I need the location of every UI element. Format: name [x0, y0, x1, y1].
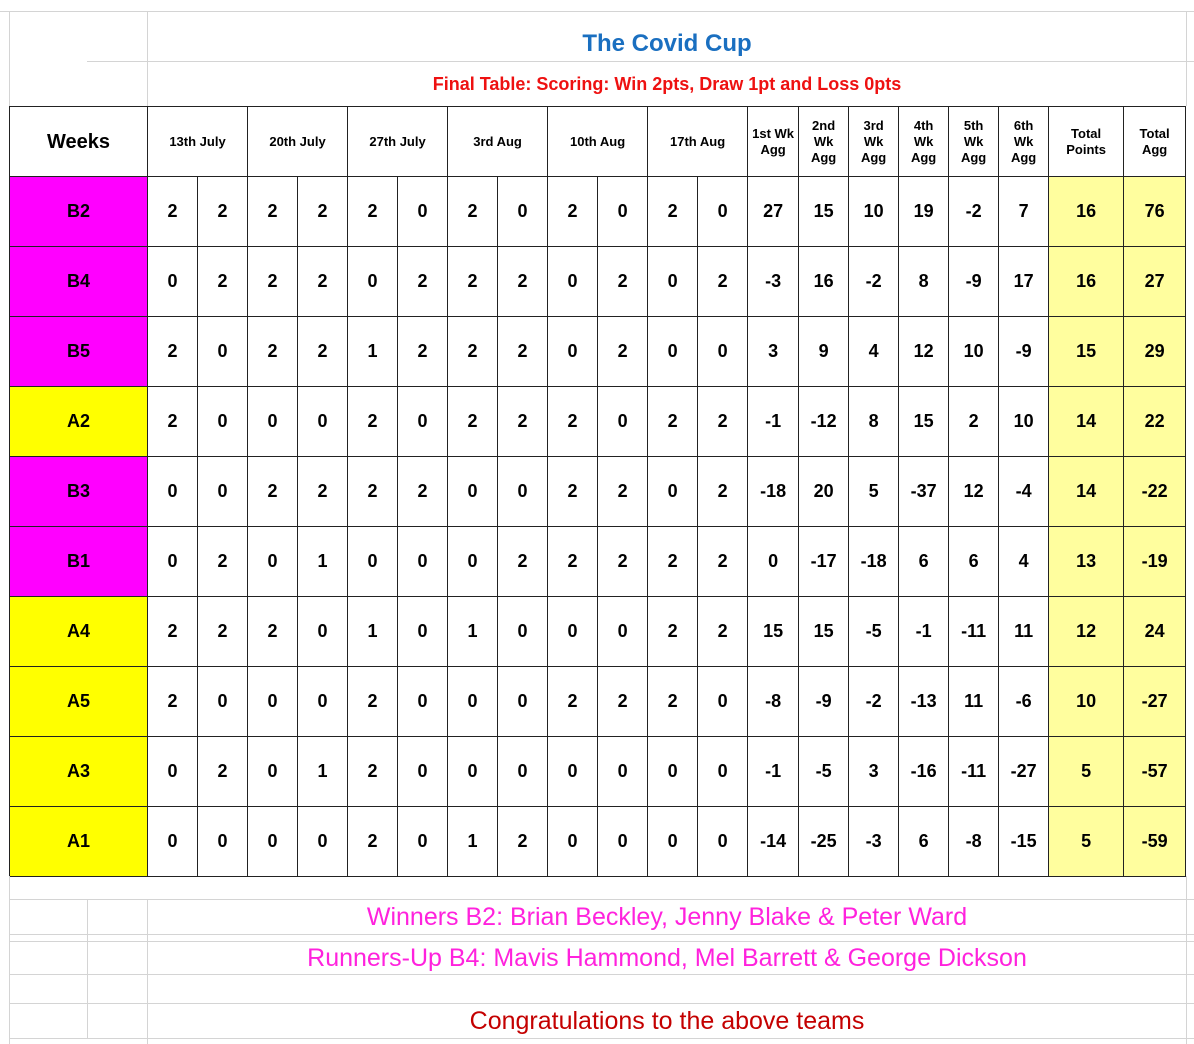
agg-header [849, 107, 899, 177]
score-cell: 0 [448, 737, 498, 807]
agg-cell: -4 [999, 457, 1049, 527]
agg-header [949, 107, 999, 177]
grid-line [9, 1038, 1194, 1039]
agg-cell: -18 [849, 527, 899, 597]
agg-cell: 10 [999, 387, 1049, 457]
congratulations-text: Congratulations to the above teams [469, 1007, 865, 1035]
agg-cell: -8 [949, 807, 999, 877]
score-cell: 0 [248, 527, 298, 597]
table-row [10, 177, 1186, 247]
score-cell: 2 [448, 317, 498, 387]
agg-cell: -9 [949, 247, 999, 317]
total-points-cell: 5 [1049, 807, 1124, 877]
agg-header-label: 4th Wk Agg [910, 117, 937, 165]
score-cell: 0 [198, 667, 248, 737]
agg-cell: 4 [849, 317, 899, 387]
team-cell: B3 [10, 457, 148, 527]
score-cell: 0 [598, 387, 648, 457]
table-row [10, 667, 1186, 737]
score-cell: 2 [148, 667, 198, 737]
score-cell: 2 [498, 317, 548, 387]
grid-line [9, 876, 10, 1044]
total-points-cell: 15 [1049, 317, 1124, 387]
total-points-cell: 16 [1049, 177, 1124, 247]
agg-cell: 4 [999, 527, 1049, 597]
total-points-header [1049, 107, 1124, 177]
table-row [10, 597, 1186, 667]
score-cell: 2 [248, 457, 298, 527]
score-cell: 2 [348, 457, 398, 527]
score-cell: 0 [398, 387, 448, 457]
total-agg-cell: 22 [1124, 387, 1186, 457]
score-cell: 0 [598, 807, 648, 877]
grid-line [9, 974, 1194, 975]
score-cell: 2 [398, 457, 448, 527]
agg-cell: 6 [899, 807, 949, 877]
score-cell: 2 [548, 387, 598, 457]
score-cell: 0 [548, 317, 598, 387]
score-cell: 2 [698, 387, 748, 457]
score-cell: 2 [298, 177, 348, 247]
score-cell: 2 [648, 387, 698, 457]
score-cell: 1 [348, 597, 398, 667]
score-cell: 0 [248, 737, 298, 807]
grid-line [9, 11, 10, 106]
grid-line [9, 1003, 1194, 1004]
score-cell: 0 [248, 807, 298, 877]
score-cell: 2 [548, 667, 598, 737]
score-cell: 0 [448, 667, 498, 737]
score-cell: 0 [448, 527, 498, 597]
score-cell: 2 [348, 667, 398, 737]
score-cell: 2 [148, 177, 198, 247]
score-cell: 0 [498, 667, 548, 737]
agg-cell: -37 [899, 457, 949, 527]
agg-header-label: 3rd Wk Agg [860, 117, 887, 165]
score-cell: 0 [598, 177, 648, 247]
team-cell: B1 [10, 527, 148, 597]
score-cell: 0 [398, 597, 448, 667]
agg-cell: -5 [849, 597, 899, 667]
score-cell: 0 [198, 317, 248, 387]
table-row [10, 457, 1186, 527]
score-cell: 2 [698, 457, 748, 527]
agg-cell: 10 [949, 317, 999, 387]
score-cell: 2 [598, 247, 648, 317]
score-cell: 0 [398, 667, 448, 737]
winners-text: Winners B2: Brian Beckley, Jenny Blake & Peter Ward [366, 903, 968, 931]
agg-cell: -16 [899, 737, 949, 807]
score-cell: 0 [648, 317, 698, 387]
score-cell: 2 [698, 597, 748, 667]
score-cell: 2 [148, 387, 198, 457]
score-cell: 2 [348, 387, 398, 457]
table-row [10, 247, 1186, 317]
agg-cell: -6 [999, 667, 1049, 737]
agg-cell: 19 [899, 177, 949, 247]
score-cell: 0 [398, 177, 448, 247]
score-cell: 2 [448, 177, 498, 247]
score-cell: 2 [198, 247, 248, 317]
score-cell: 0 [398, 737, 448, 807]
agg-header-label: 6th Wk Agg [1010, 117, 1037, 165]
total-agg-cell: -22 [1124, 457, 1186, 527]
agg-cell: 8 [899, 247, 949, 317]
team-cell: A5 [10, 667, 148, 737]
agg-cell: 15 [748, 597, 799, 667]
page-subtitle: Final Table: Scoring: Win 2pts, Draw 1pt and Loss 0pts [432, 74, 902, 94]
agg-cell: -18 [748, 457, 799, 527]
score-cell: 2 [648, 177, 698, 247]
agg-cell: 3 [849, 737, 899, 807]
grid-line [87, 899, 88, 1039]
score-cell: 0 [498, 457, 548, 527]
agg-cell: 10 [849, 177, 899, 247]
agg-cell: -12 [799, 387, 849, 457]
team-cell: B5 [10, 317, 148, 387]
score-cell: 0 [148, 247, 198, 317]
score-cell: 0 [198, 387, 248, 457]
score-cell: 1 [448, 807, 498, 877]
agg-cell: -9 [799, 667, 849, 737]
total-agg-cell: 27 [1124, 247, 1186, 317]
score-cell: 2 [498, 527, 548, 597]
agg-cell: -3 [849, 807, 899, 877]
week-header: 3rd Aug [448, 107, 548, 177]
header-row [10, 107, 1186, 177]
score-cell: 0 [698, 667, 748, 737]
score-cell: 0 [198, 807, 248, 877]
score-cell: 1 [298, 527, 348, 597]
score-cell: 0 [148, 527, 198, 597]
score-cell: 2 [348, 807, 398, 877]
total-points-cell: 16 [1049, 247, 1124, 317]
total-points-cell: 14 [1049, 457, 1124, 527]
agg-cell: -15 [999, 807, 1049, 877]
score-cell: 2 [348, 177, 398, 247]
score-cell: 0 [548, 737, 598, 807]
agg-cell: 12 [949, 457, 999, 527]
agg-cell: 27 [748, 177, 799, 247]
score-cell: 2 [298, 247, 348, 317]
score-cell: 2 [198, 177, 248, 247]
score-cell: 2 [148, 317, 198, 387]
score-cell: 0 [398, 527, 448, 597]
agg-cell: 6 [949, 527, 999, 597]
score-cell: 2 [248, 597, 298, 667]
agg-cell: 2 [949, 387, 999, 457]
score-cell: 2 [598, 317, 648, 387]
table-row [10, 737, 1186, 807]
score-cell: 0 [548, 247, 598, 317]
score-cell: 2 [498, 807, 548, 877]
agg-cell: -8 [748, 667, 799, 737]
total-points-cell: 10 [1049, 667, 1124, 737]
score-cell: 2 [148, 597, 198, 667]
table-row [10, 807, 1186, 877]
total-agg-cell: 24 [1124, 597, 1186, 667]
team-cell: B4 [10, 247, 148, 317]
agg-cell: -5 [799, 737, 849, 807]
agg-cell: -13 [899, 667, 949, 737]
score-cell: 0 [448, 457, 498, 527]
table-row [10, 387, 1186, 457]
score-cell: 0 [648, 807, 698, 877]
total-points-cell: 14 [1049, 387, 1124, 457]
grid-line [0, 11, 1194, 12]
score-cell: 0 [598, 597, 648, 667]
score-cell: 0 [298, 597, 348, 667]
score-cell: 2 [648, 667, 698, 737]
grid-line [87, 61, 1194, 62]
team-cell: B2 [10, 177, 148, 247]
score-cell: 2 [598, 667, 648, 737]
score-cell: 2 [448, 387, 498, 457]
score-cell: 2 [598, 457, 648, 527]
score-cell: 0 [148, 737, 198, 807]
agg-cell: 12 [899, 317, 949, 387]
score-cell: 0 [648, 457, 698, 527]
agg-cell: 20 [799, 457, 849, 527]
total-points-cell: 13 [1049, 527, 1124, 597]
grid-line [9, 941, 1194, 942]
agg-cell: -17 [799, 527, 849, 597]
team-cell: A3 [10, 737, 148, 807]
score-cell: 0 [498, 737, 548, 807]
week-header: 20th July [248, 107, 348, 177]
score-cell: 2 [648, 597, 698, 667]
score-cell: 1 [348, 317, 398, 387]
score-cell: 0 [648, 247, 698, 317]
agg-cell: -11 [949, 597, 999, 667]
total-points-label: Total Points [1066, 125, 1106, 157]
week-header: 13th July [148, 107, 248, 177]
total-agg-cell: -57 [1124, 737, 1186, 807]
agg-cell: -2 [849, 667, 899, 737]
score-cell: 2 [198, 597, 248, 667]
score-cell: 0 [498, 597, 548, 667]
agg-cell: 17 [999, 247, 1049, 317]
score-cell: 2 [298, 317, 348, 387]
total-agg-cell: 76 [1124, 177, 1186, 247]
score-cell: 2 [548, 177, 598, 247]
weeks-header: Weeks [10, 107, 148, 177]
score-cell: 0 [398, 807, 448, 877]
total-points-cell: 12 [1049, 597, 1124, 667]
total-points-cell: 5 [1049, 737, 1124, 807]
total-agg-cell: -19 [1124, 527, 1186, 597]
score-cell: 0 [348, 247, 398, 317]
score-cell: 0 [498, 177, 548, 247]
team-cell: A1 [10, 807, 148, 877]
score-cell: 2 [348, 737, 398, 807]
score-cell: 0 [148, 457, 198, 527]
score-cell: 2 [498, 247, 548, 317]
score-cell: 2 [198, 527, 248, 597]
score-cell: 2 [248, 317, 298, 387]
score-cell: 2 [248, 247, 298, 317]
score-cell: 2 [698, 527, 748, 597]
agg-header [899, 107, 949, 177]
score-cell: 0 [248, 667, 298, 737]
grid-line [9, 934, 1194, 935]
score-cell: 0 [198, 457, 248, 527]
total-agg-cell: -59 [1124, 807, 1186, 877]
score-cell: 2 [548, 457, 598, 527]
agg-cell: -27 [999, 737, 1049, 807]
score-cell: 0 [648, 737, 698, 807]
score-cell: 0 [698, 807, 748, 877]
score-cell: 1 [448, 597, 498, 667]
score-cell: 1 [298, 737, 348, 807]
table-row [10, 317, 1186, 387]
agg-header [999, 107, 1049, 177]
agg-cell: 6 [899, 527, 949, 597]
agg-header [748, 107, 799, 177]
score-cell: 2 [448, 247, 498, 317]
league-table [9, 106, 1186, 877]
total-agg-cell: 29 [1124, 317, 1186, 387]
score-cell: 0 [698, 737, 748, 807]
score-cell: 2 [498, 387, 548, 457]
agg-cell: -14 [748, 807, 799, 877]
score-cell: 0 [548, 597, 598, 667]
score-cell: 0 [298, 807, 348, 877]
score-cell: 2 [648, 527, 698, 597]
agg-cell: 5 [849, 457, 899, 527]
score-cell: 0 [598, 737, 648, 807]
agg-cell: 8 [849, 387, 899, 457]
agg-cell: -11 [949, 737, 999, 807]
agg-cell: 15 [799, 597, 849, 667]
agg-cell: -2 [949, 177, 999, 247]
agg-header [799, 107, 849, 177]
agg-cell: -1 [748, 387, 799, 457]
total-agg-label: Total Agg [1139, 125, 1170, 157]
agg-cell: -1 [899, 597, 949, 667]
team-cell: A4 [10, 597, 148, 667]
agg-cell: 15 [799, 177, 849, 247]
agg-cell: 16 [799, 247, 849, 317]
score-cell: 2 [698, 247, 748, 317]
score-cell: 0 [298, 387, 348, 457]
agg-cell: 15 [899, 387, 949, 457]
agg-header-label: 2nd Wk Agg [810, 117, 837, 165]
score-cell: 2 [598, 527, 648, 597]
score-cell: 2 [548, 527, 598, 597]
grid-line [9, 899, 1194, 900]
agg-cell: 7 [999, 177, 1049, 247]
agg-cell: 11 [999, 597, 1049, 667]
page-title: The Covid Cup [582, 30, 752, 57]
week-header: 10th Aug [548, 107, 648, 177]
agg-header-label: 5th Wk Agg [960, 117, 987, 165]
score-cell: 0 [348, 527, 398, 597]
score-cell: 2 [248, 177, 298, 247]
agg-cell: -3 [748, 247, 799, 317]
score-cell: 2 [398, 317, 448, 387]
score-cell: 2 [298, 457, 348, 527]
week-header: 17th Aug [648, 107, 748, 177]
agg-header-label: 1st Wk Agg [752, 125, 795, 157]
total-agg-cell: -27 [1124, 667, 1186, 737]
score-cell: 0 [298, 667, 348, 737]
agg-cell: -1 [748, 737, 799, 807]
team-cell: A2 [10, 387, 148, 457]
table-row [10, 527, 1186, 597]
score-cell: 0 [698, 317, 748, 387]
agg-cell: -25 [799, 807, 849, 877]
agg-cell: 3 [748, 317, 799, 387]
agg-cell: 0 [748, 527, 799, 597]
score-cell: 2 [198, 737, 248, 807]
total-agg-header [1124, 107, 1186, 177]
runners-up-text: Runners-Up B4: Mavis Hammond, Mel Barrett & George Dickson [307, 944, 1027, 972]
agg-cell: -2 [849, 247, 899, 317]
agg-cell: 11 [949, 667, 999, 737]
agg-cell: 9 [799, 317, 849, 387]
score-cell: 2 [398, 247, 448, 317]
score-cell: 0 [148, 807, 198, 877]
score-cell: 0 [248, 387, 298, 457]
score-cell: 0 [548, 807, 598, 877]
week-header: 27th July [348, 107, 448, 177]
agg-cell: -9 [999, 317, 1049, 387]
score-cell: 0 [698, 177, 748, 247]
